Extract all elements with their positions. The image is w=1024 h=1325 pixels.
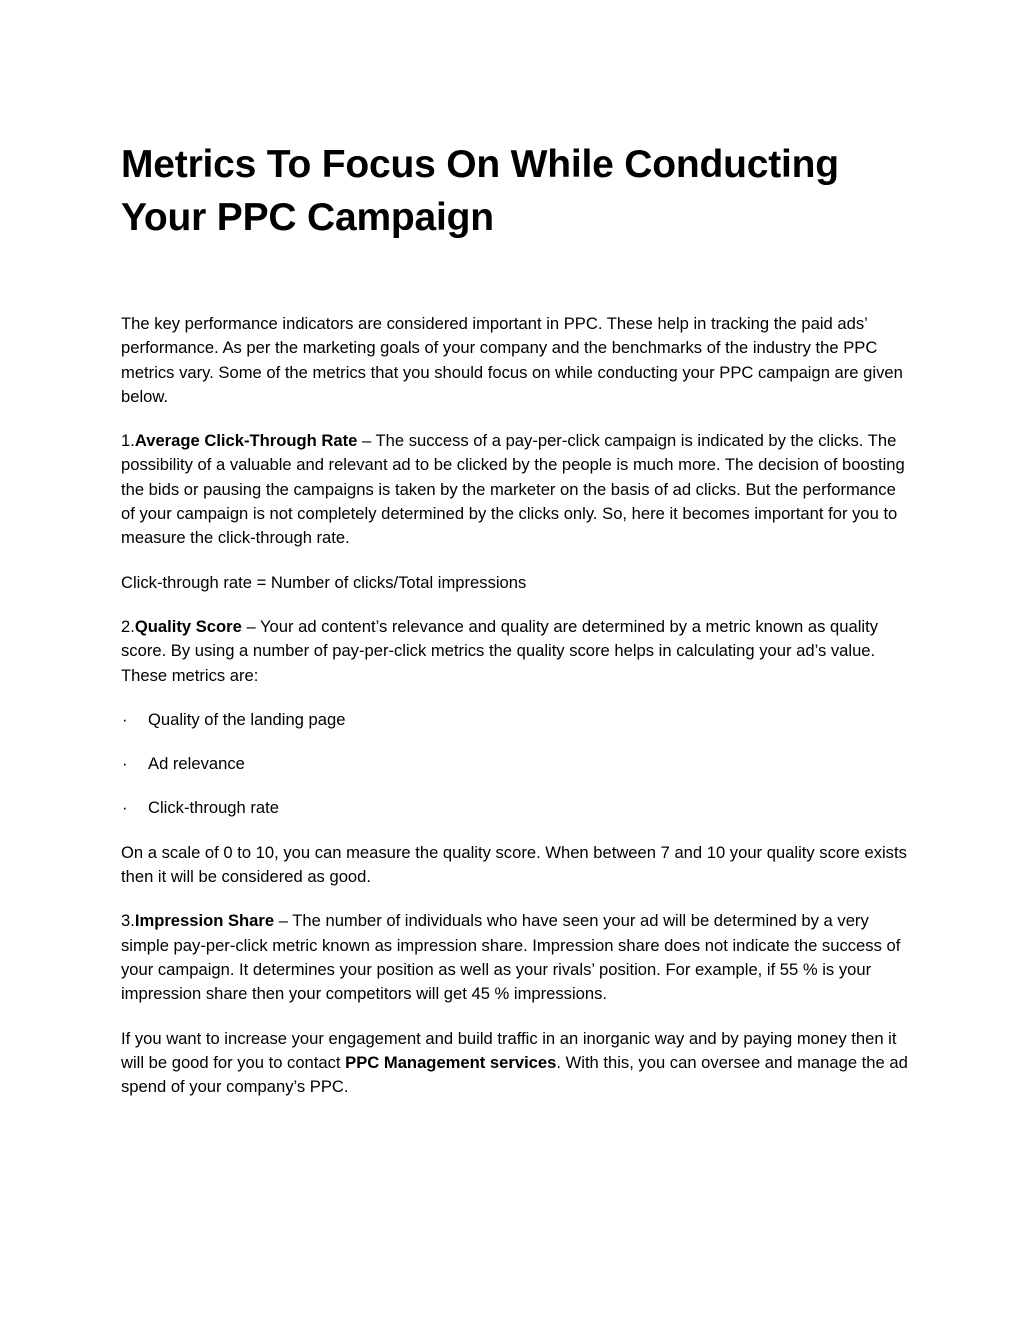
document-page — [121, 138, 913, 1119]
list-item-text: Click-through rate — [148, 798, 279, 818]
metric-description: – The success of a pay-per-click campaign is indicated by the clicks. The possibility of a valuable and relevant ad to be clicked by the people is much more. The decision of boosting the bids or pausing the campaigns is taken by the marketer on the basis of ad clicks. But the performance of your campaign is not completely determined by the clicks only. So, here it becomes important for you to measure the click-through rate. — [121, 431, 905, 548]
metric-impression-share-paragraph — [121, 909, 913, 1006]
page-title: Metrics To Focus On While Conducting Your PPC Campaign — [121, 143, 839, 239]
bullet-icon: · — [122, 798, 128, 818]
closing-text-end: . With this, you can oversee and manage the ad spend of your company’s PPC. — [121, 1052, 908, 1097]
list-item — [121, 708, 913, 732]
metric-number: 3. — [121, 911, 135, 931]
metric-name: Average Click-Through Rate — [134, 431, 358, 451]
list-item-text: Ad relevance — [148, 754, 245, 774]
metric-number: 1. — [121, 431, 135, 451]
bullet-icon: · — [122, 754, 128, 774]
list-item-text: Quality of the landing page — [148, 709, 346, 729]
metric-number: 2. — [121, 616, 135, 636]
metric-description: – Your ad content’s relevance and quality are determined by a metric known as quality score. By using a number of pay-per-click metrics the quality score helps in calculating your ad’s value. These metrics are: — [121, 616, 878, 685]
quality-metrics-list — [121, 708, 913, 821]
metric-quality-score-paragraph — [121, 615, 913, 688]
document-body — [121, 312, 913, 1099]
list-item — [121, 752, 913, 776]
list-item — [121, 796, 913, 820]
metric-ctr-paragraph — [121, 429, 913, 550]
formula-paragraph: Click-through rate = Number of clicks/Total impressions — [121, 572, 527, 592]
closing-text-start: If you want to increase your engagement and build traffic in an inorganic way and by paying money then it will be good for you to contact — [121, 1028, 897, 1072]
ppc-services-emphasis: PPC Management services — [345, 1052, 557, 1072]
intro-paragraph: The key performance indicators are considered important in PPC. These help in tracking the paid ads’ performance. As per the marketing goals of your company and the benchmarks of the industry the PPC metrics vary. Some of the metrics that you should focus on while conducting your PPC campaign are given below. — [121, 314, 903, 406]
metric-description: – The number of individuals who have seen your ad will be determined by a very simple pay-per-click metric known as impression share. Impression share does not indicate the success of your campaign. It determines your position as well as your rivals’ position. For example, if 55 % is your impression share then your competitors will get 45 % impressions. — [121, 911, 901, 1004]
metric-name: Quality Score — [134, 616, 242, 636]
closing-paragraph — [121, 1027, 913, 1100]
bullet-icon: · — [122, 709, 128, 729]
metric-name: Impression Share — [134, 911, 275, 931]
scale-paragraph: On a scale of 0 to 10, you can measure the quality score. When between 7 and 10 your quality score exists then it will be considered as good. — [121, 842, 907, 887]
